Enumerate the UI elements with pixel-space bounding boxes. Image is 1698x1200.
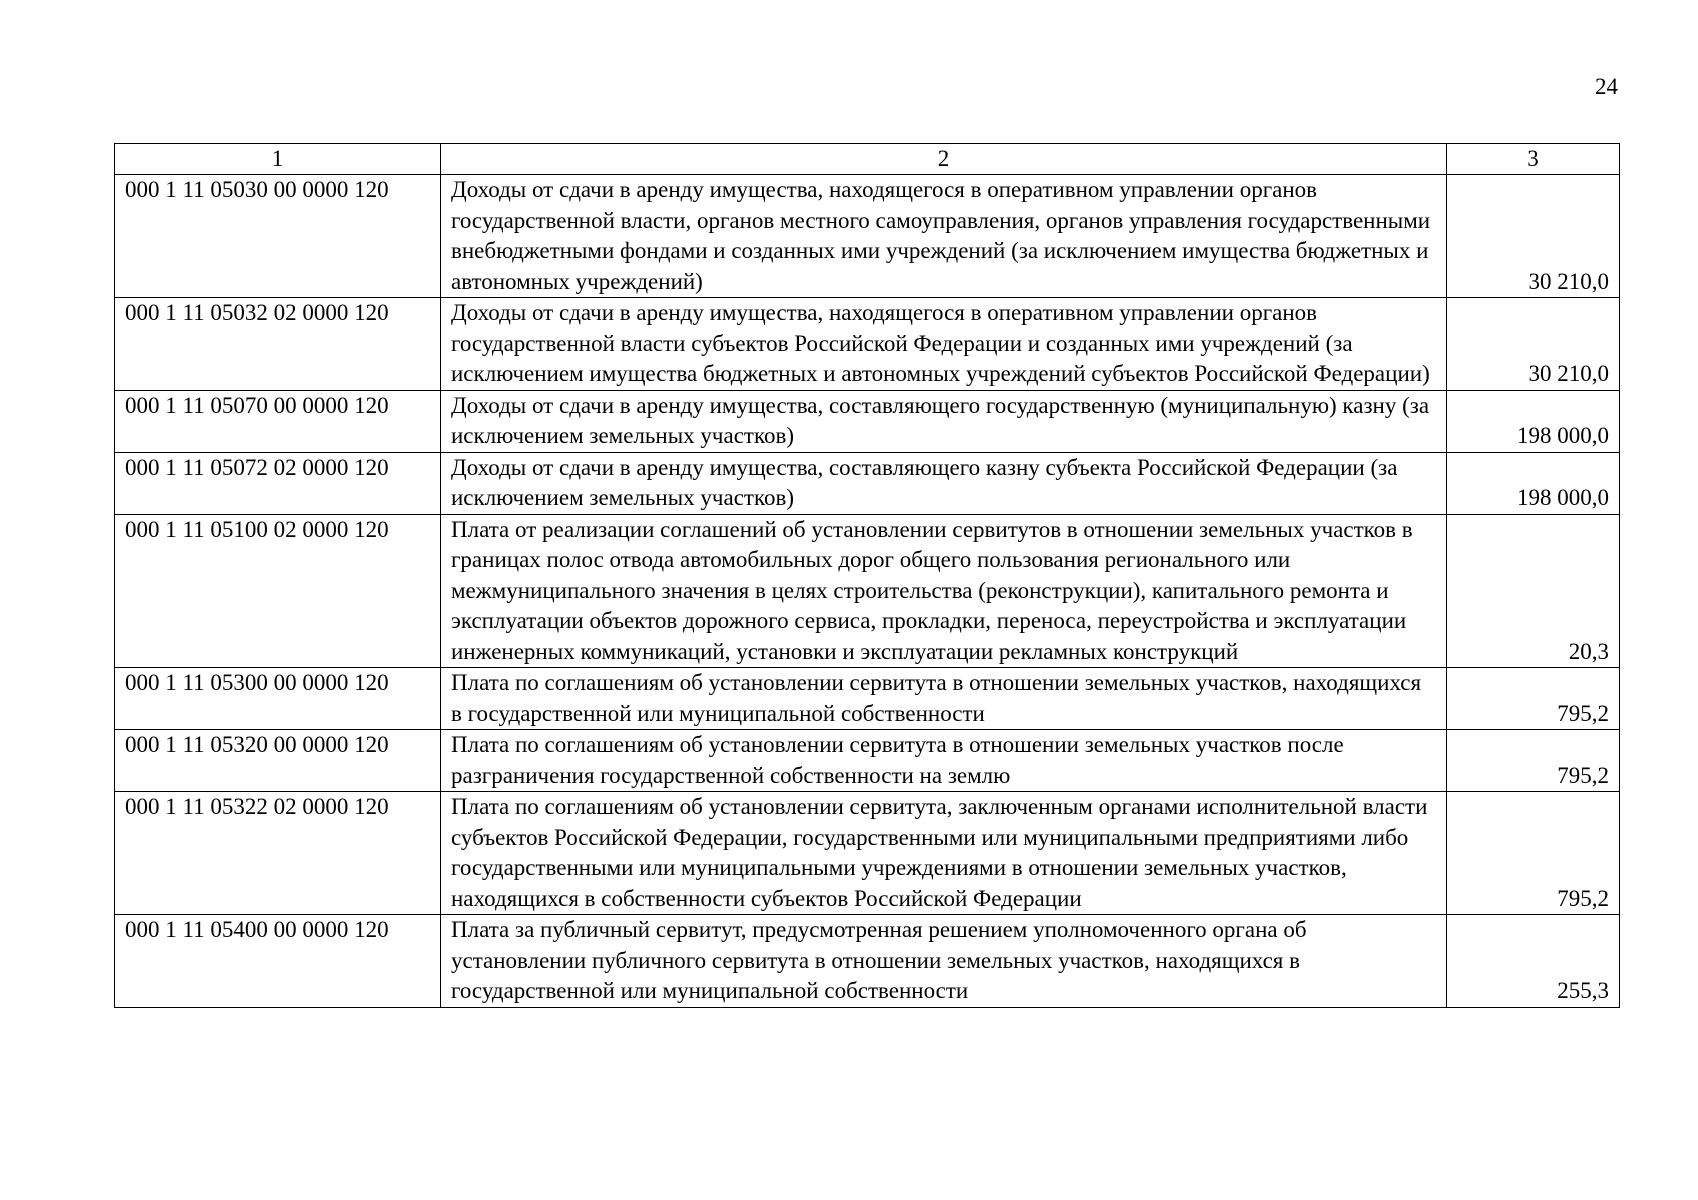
revenue-description: Плата за публичный сервитут, предусмотренная решением уполномоченного органа об установлении публичного сервитута в отношении земельных участков, находящихся в государственной или муниципальной собственности — [441, 915, 1447, 1008]
revenue-description: Доходы от сдачи в аренду имущества, находящегося в оперативном управлении органов государственной власти субъектов Российской Федерации и созданных ими учреждений (за исключением имущества бюджетных и автономных учреждений субъектов Российской Федерации) — [441, 298, 1447, 391]
revenue-table — [114, 143, 1620, 1008]
revenue-description: Плата от реализации соглашений об установлении сервитутов в отношении земельных участков в границах полос отвода автомобильных дорог общего пользования регионального или межмуниципального значения в целях строительства (реконструкции), капитального ремонта и эксплуатации объектов дорожного сервиса, прокладки, переноса, переустройства и эксплуатации инженерных коммуникаций, установки и эксплуатации рекламных конструкций — [441, 514, 1447, 668]
header-cell-2: 2 — [441, 144, 1447, 175]
budget-code: 000 1 11 05320 00 0000 120 — [115, 730, 441, 792]
budget-code: 000 1 11 05322 02 0000 120 — [115, 792, 441, 915]
table-row — [115, 514, 1620, 668]
page-number: 24 — [1595, 74, 1618, 99]
table-row — [115, 298, 1620, 391]
budget-code: 000 1 11 05300 00 0000 120 — [115, 668, 441, 730]
header-cell-3: 3 — [1447, 144, 1620, 175]
table-row — [115, 792, 1620, 915]
revenue-description: Плата по соглашениям об установлении сервитута, заключенным органами исполнительной власти субъектов Российской Федерации, государственными или муниципальными предприятиями либо государственными или муниципальными учреждениями в отношении земельных участков, находящихся в собственности субъектов Российской Федерации — [441, 792, 1447, 915]
budget-code: 000 1 11 05030 00 0000 120 — [115, 175, 441, 298]
revenue-description: Доходы от сдачи в аренду имущества, находящегося в оперативном управлении органов государственной власти, органов местного самоуправления, органов управления государственными внебюджетными фондами и созданных ими учреждений (за исключением имущества бюджетных и автономных учреждений) — [441, 175, 1447, 298]
budget-code: 000 1 11 05032 02 0000 120 — [115, 298, 441, 391]
revenue-amount: 198 000,0 — [1447, 452, 1620, 514]
table-row — [115, 668, 1620, 730]
budget-code: 000 1 11 05400 00 0000 120 — [115, 915, 441, 1008]
budget-code: 000 1 11 05072 02 0000 120 — [115, 452, 441, 514]
revenue-description: Доходы от сдачи в аренду имущества, составляющего казну субъекта Российской Федерации (за исключением земельных участков) — [441, 452, 1447, 514]
revenue-amount: 30 210,0 — [1447, 175, 1620, 298]
revenue-amount: 795,2 — [1447, 668, 1620, 730]
table-row — [115, 175, 1620, 298]
revenue-description: Плата по соглашениям об установлении сервитута в отношении земельных участков, находящихся в государственной или муниципальной собственности — [441, 668, 1447, 730]
table-row — [115, 915, 1620, 1008]
budget-code: 000 1 11 05070 00 0000 120 — [115, 390, 441, 452]
table-row — [115, 390, 1620, 452]
revenue-amount: 795,2 — [1447, 730, 1620, 792]
revenue-amount: 30 210,0 — [1447, 298, 1620, 391]
revenue-amount: 255,3 — [1447, 915, 1620, 1008]
table-row — [115, 452, 1620, 514]
revenue-amount: 198 000,0 — [1447, 390, 1620, 452]
revenue-description: Плата по соглашениям об установлении сервитута в отношении земельных участков после разграничения государственной собственности на землю — [441, 730, 1447, 792]
table-header-row — [115, 144, 1620, 175]
revenue-amount: 20,3 — [1447, 514, 1620, 668]
revenue-description: Доходы от сдачи в аренду имущества, составляющего государственную (муниципальную) казну (за исключением земельных участков) — [441, 390, 1447, 452]
header-cell-1: 1 — [115, 144, 441, 175]
revenue-amount: 795,2 — [1447, 792, 1620, 915]
table-row — [115, 730, 1620, 792]
budget-code: 000 1 11 05100 02 0000 120 — [115, 514, 441, 668]
